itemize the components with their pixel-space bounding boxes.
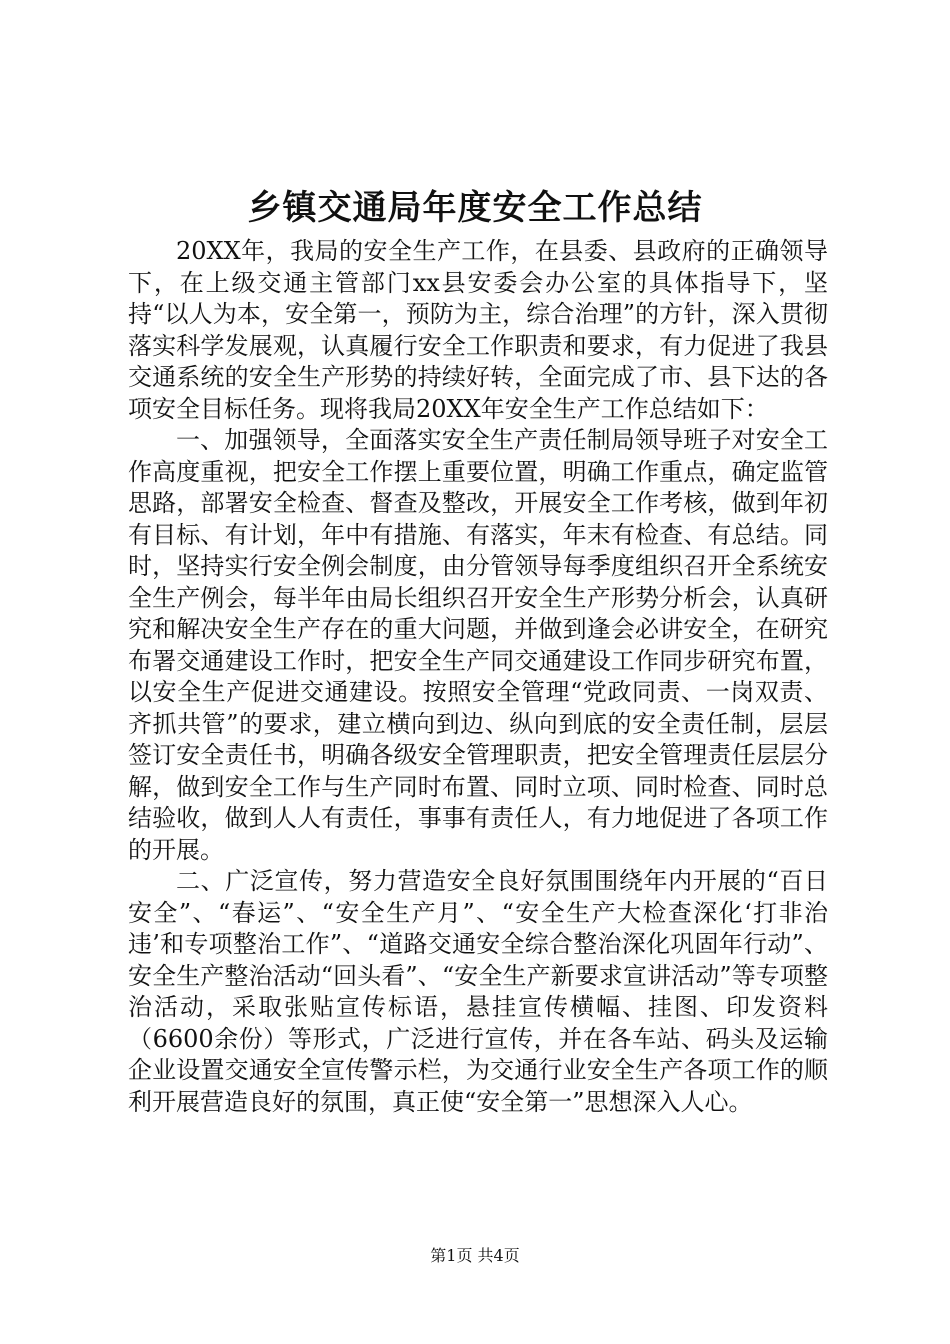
paragraph-section-1: 一、加强领导，全面落实安全生产责任制局领导班子对安全工作高度重视，把安全工作摆上重要位置，明确工作重点，确定监管思路，部署安全检查、督查及整改，开展安全工作考核，做到年初有目标、有计划，年中有措施、有落实，年末有检查、有总结。同时，坚持实行安全例会制度，由分管领导每季度组织召开全系统安全生产例会，每半年由局长组织召开安全生产形势分析会，认真研究和解决安全生产存在的重大问题，并做到逢会必讲安全，在研究布署交通建设工作时，把安全生产同交通建设工作同步研究布置，以安全生产促进交通建设。按照安全管理“党政同责、一岗双责、齐抓共管”的要求，建立横向到边、纵向到底的安全责任制，层层签订安全责任书，明确各级安全管理职责，把安全管理责任层层分解，做到安全工作与生产同时布置、同时立项、同时检查、同时总结验收，做到人人有责任，事事有责任人，有力地促进了各项工作的开展。 xyxy=(128,426,828,864)
document-title: 乡镇交通局年度安全工作总结 xyxy=(247,188,703,228)
document-body xyxy=(128,236,828,1118)
paragraph-section-2: 二、广泛宣传，努力营造安全良好氛围围绕年内开展的“百日安全”、“春运”、“安全生产月”、“安全生产大检查深化‘打非治违’和专项整治工作”、“道路交通安全综合整治深化巩固年行动”、安全生产整治活动“回头看”、“安全生产新要求宣讲活动”等专项整治活动，采取张贴宣传标语，悬挂宣传横幅、挂图、印发资料（6600余份）等形式，广泛进行宣传，并在各车站、码头及运输企业设置交通安全宣传警示栏，为交通行业安全生产各项工作的顺利开展营造良好的氛围，真正使“安全第一”思想深入人心。 xyxy=(128,867,828,1116)
page-number-footer: 第1页 共4页 xyxy=(430,1246,520,1265)
paragraph-intro: 20XX年，我局的安全生产工作，在县委、县政府的正确领导下，在上级交通主管部门xx县安委会办公室的具体指导下，坚持“以人为本，安全第一，预防为主，综合治理”的方针，深入贯彻落实科学发展观，认真履行安全工作职责和要求，有力促进了我县交通系统的安全生产形势的持续好转，全面完成了市、县下达的各项安全目标任务。现将我局20XX年安全生产工作总结如下： xyxy=(128,237,828,423)
